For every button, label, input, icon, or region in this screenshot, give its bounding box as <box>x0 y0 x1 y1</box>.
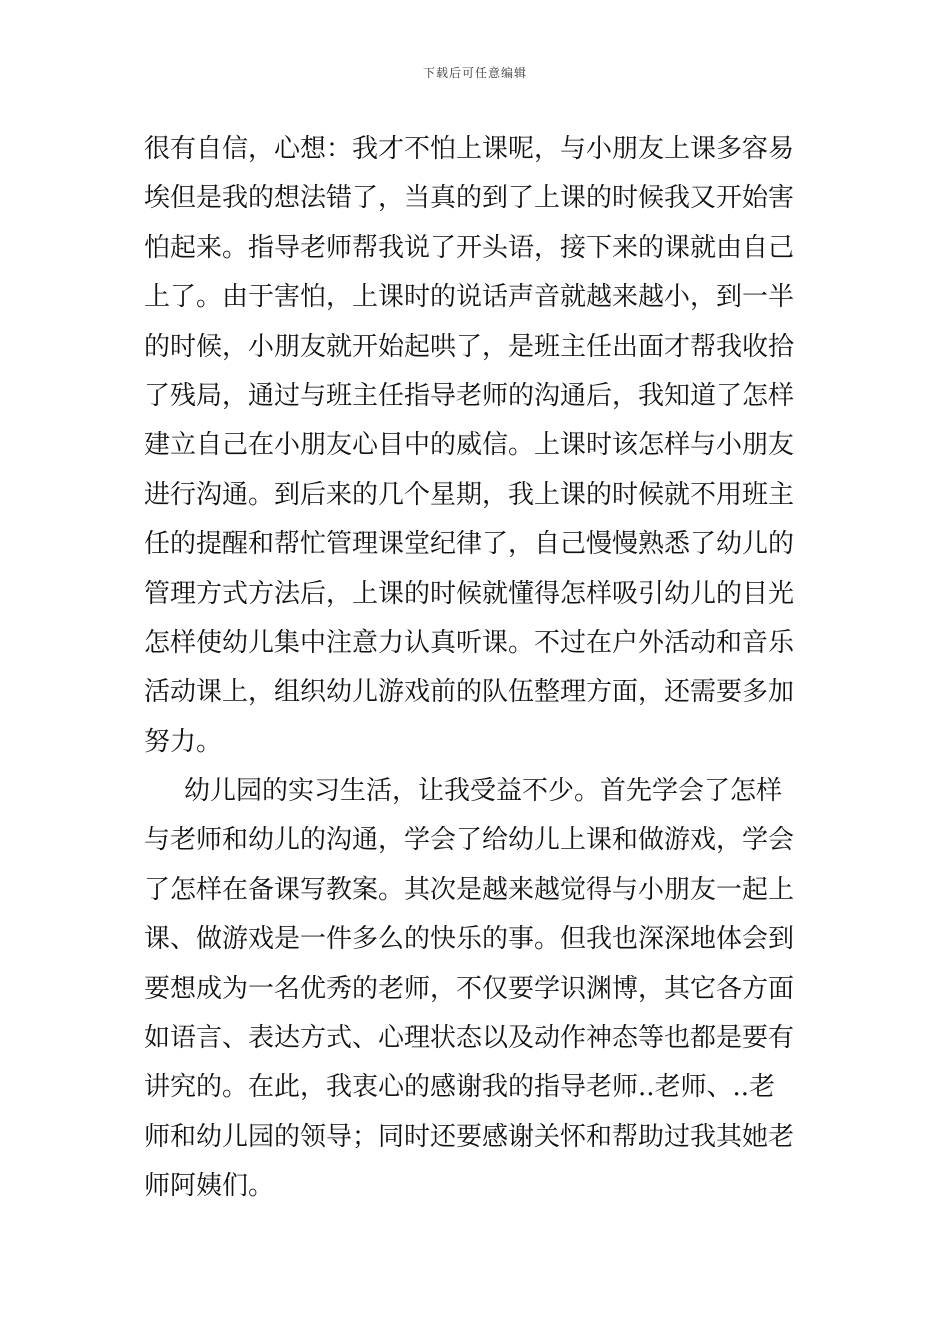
text-line: 任的提醒和帮忙管理课堂纪律了，自己慢慢熟悉了幼儿的 <box>144 529 795 560</box>
text-line: 很有自信，心想：我才不怕上课呢，与小朋友上课多容易 <box>144 134 795 164</box>
text-line: 怕起来。指导老师帮我说了开头语，接下来的课就由自己 <box>144 232 795 263</box>
text-line: 与老师和幼儿的沟通，学会了给幼儿上课和做游戏，学会 <box>144 825 795 856</box>
paragraph-2 <box>144 767 809 1212</box>
text-line: 了残局，通过与班主任指导老师的沟通后，我知道了怎样 <box>144 380 795 411</box>
text-line: 努力。 <box>144 726 223 757</box>
body-text <box>144 125 809 1212</box>
text-line: 的时候，小朋友就开始起哄了，是班主任出面才帮我收拾 <box>144 331 795 362</box>
text-line: 讲究的。在此，我衷心的感谢我的指导老师..老师、..老 <box>144 1072 776 1103</box>
text-line: 师和幼儿园的领导；同时还要感谢关怀和帮助过我其她老 <box>144 1121 795 1152</box>
text-line: 课、做游戏是一件多么的快乐的事。但我也深深地体会到 <box>144 924 795 955</box>
text-line: 了怎样在备课写教案。其次是越来越觉得与小朋友一起上 <box>144 874 795 905</box>
header-note: 下载后可任意编辑 <box>422 66 527 80</box>
text-line: 师阿姨们。 <box>144 1171 275 1202</box>
text-line: 进行沟通。到后来的几个星期，我上课的时候就不用班主 <box>144 479 795 510</box>
text-line: 怎样使幼儿集中注意力认真听课。不过在户外活动和音乐 <box>144 627 795 658</box>
paragraph-1 <box>144 125 809 767</box>
text-line: 管理方式方法后，上课的时候就懂得怎样吸引幼儿的目光 <box>144 578 795 609</box>
text-line: 埃但是我的想法错了，当真的到了上课的时候我又开始害 <box>144 183 795 214</box>
text-line-indented: 幼儿园的实习生活，让我受益不少。首先学会了怎样 <box>184 776 783 807</box>
text-line: 建立自己在小朋友心目中的威信。上课时该怎样与小朋友 <box>144 430 795 461</box>
text-line: 要想成为一名优秀的老师，不仅要学识渊博，其它各方面 <box>144 973 795 1004</box>
text-line: 如语言、表达方式、心理状态以及动作神态等也都是要有 <box>144 1023 795 1054</box>
text-line: 活动课上，组织幼儿游戏前的队伍整理方面，还需要多加 <box>144 677 795 708</box>
text-line: 上了。由于害怕，上课时的说话声音就越来越小，到一半 <box>144 282 795 313</box>
